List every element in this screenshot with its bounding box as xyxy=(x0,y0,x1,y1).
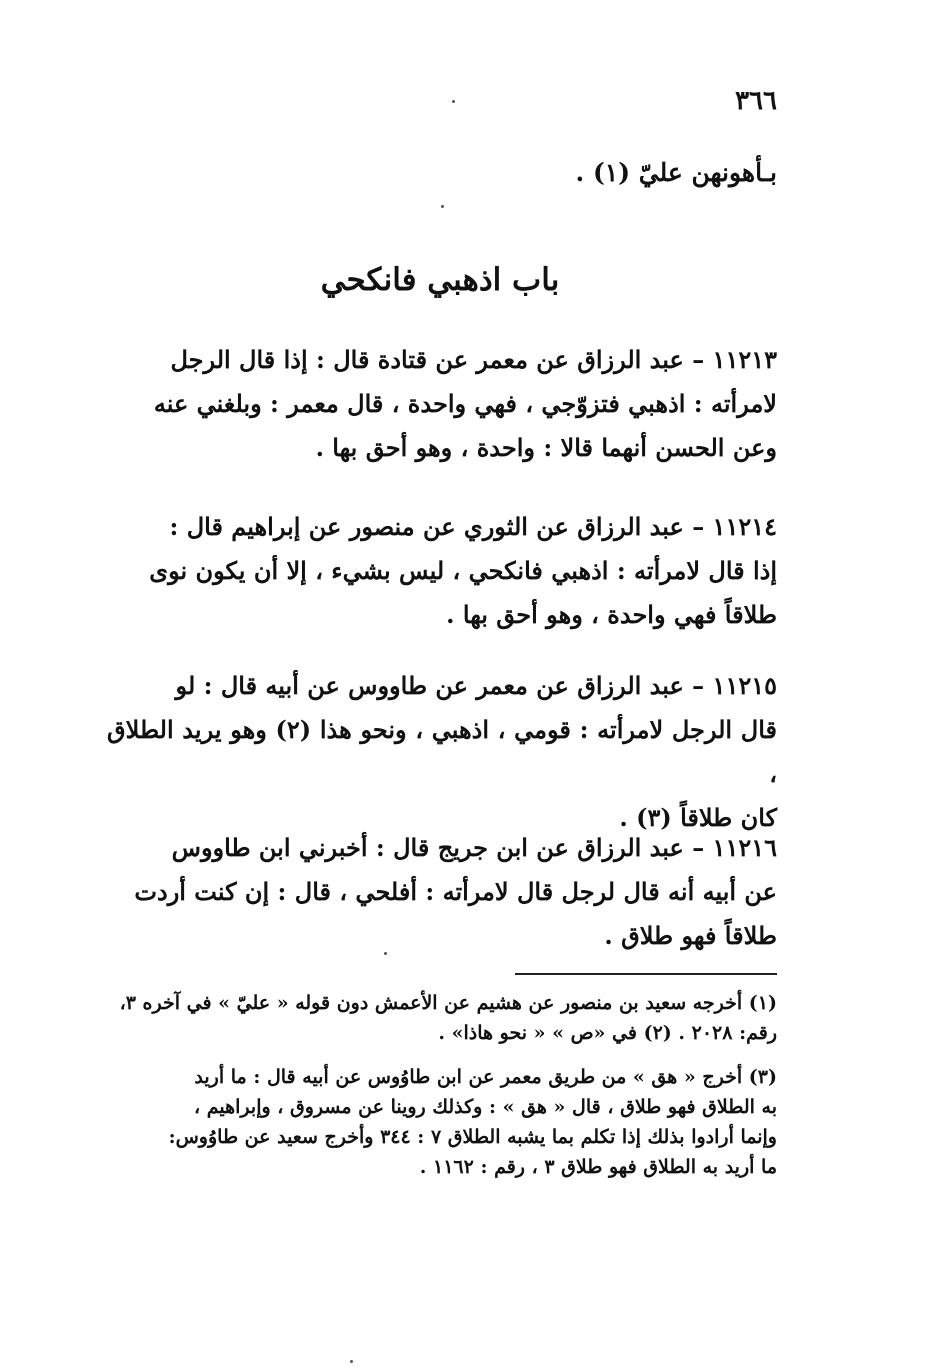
print-speck xyxy=(441,205,444,208)
footnote-line: (١) أخرجه سعيد بن منصور عن هشيم عن الأعمش دون قوله « عليّ » في آخره ٣، xyxy=(119,992,777,1014)
paragraph-line: كان طلاقاً (٣) . xyxy=(619,803,777,832)
paragraph-line: ١١٢١٣ – عبد الرزاق عن معمر عن قتادة قال : إذا قال الرجل xyxy=(170,345,777,374)
paragraph-line: عن أبيه أنه قال لرجل قال لامرأته : أفلحي ، قال : إن كنت أردت xyxy=(134,877,777,906)
print-speck xyxy=(452,100,455,103)
hadith-paragraph xyxy=(107,505,777,637)
footnote-line: ما أريد به الطلاق فهو طلاق ٣ ، رقم : ١١٦٢ . xyxy=(419,1156,777,1178)
chapter-heading: باب اذهبي فانكحي xyxy=(320,262,560,298)
paragraph-line: وعن الحسن أنهما قالا : واحدة ، وهو أحق بها . xyxy=(315,433,777,462)
footnotes-section xyxy=(107,988,777,1182)
footnote-line: وإنما أرادوا بذلك إذا تكلم بما يشبه الطلاق ٧ : ٣٤٤ وأخرج سعيد عن طاوُوس: xyxy=(168,1126,777,1148)
carried-over-line: بـأهونهن عليّ (١) . xyxy=(575,158,777,187)
paragraph-line: إذا قال لامرأته : اذهبي فانكحي ، ليس بشيء ، إلا أن يكون نوى xyxy=(149,556,777,585)
paragraph-line: ١١٢١٥ – عبد الرزاق عن معمر عن طاووس عن أبيه قال : لو xyxy=(175,671,777,700)
paragraph-line: ١١٢١٦ – عبد الرزاق عن ابن جريج قال : أخبرني ابن طاووس xyxy=(171,833,777,862)
footnote-line: رقم: ٢٠٢٨ . (٢) في «ص » « نحو هاذا» . xyxy=(438,1022,777,1044)
hadith-paragraph xyxy=(107,338,777,470)
paragraph-line: ١١٢١٤ – عبد الرزاق عن الثوري عن منصور عن إبراهيم قال : xyxy=(169,512,777,541)
print-speck xyxy=(350,1360,353,1363)
paragraph-line: طلاقاً فهو طلاق . xyxy=(604,921,777,950)
paragraph-line: قال الرجل لامرأته : قومي ، اذهبي ، ونحو هذا (٢) وهو يريد الطلاق ، xyxy=(107,715,777,788)
paragraph-line: لامرأته : اذهبي فتزوّجي ، فهي واحدة ، قال معمر : وبلغني عنه xyxy=(153,389,777,418)
footnote-line: (٣) أخرج « هق » من طريق معمر عن ابن طاوُوس عن أبيه قال : ما أريد xyxy=(194,1066,777,1088)
footnote-divider xyxy=(515,973,777,975)
print-speck xyxy=(384,952,387,955)
paragraph-line: طلاقاً فهي واحدة ، وهو أحق بها . xyxy=(446,600,777,629)
hadith-paragraph xyxy=(107,664,777,840)
page-number: ٣٦٦ xyxy=(735,86,777,116)
footnote-line: به الطلاق فهو طلاق ، قال « هق » : وكذلك روينا عن مسروق ، وإبراهيم ، xyxy=(194,1096,777,1118)
hadith-paragraph xyxy=(107,826,777,958)
